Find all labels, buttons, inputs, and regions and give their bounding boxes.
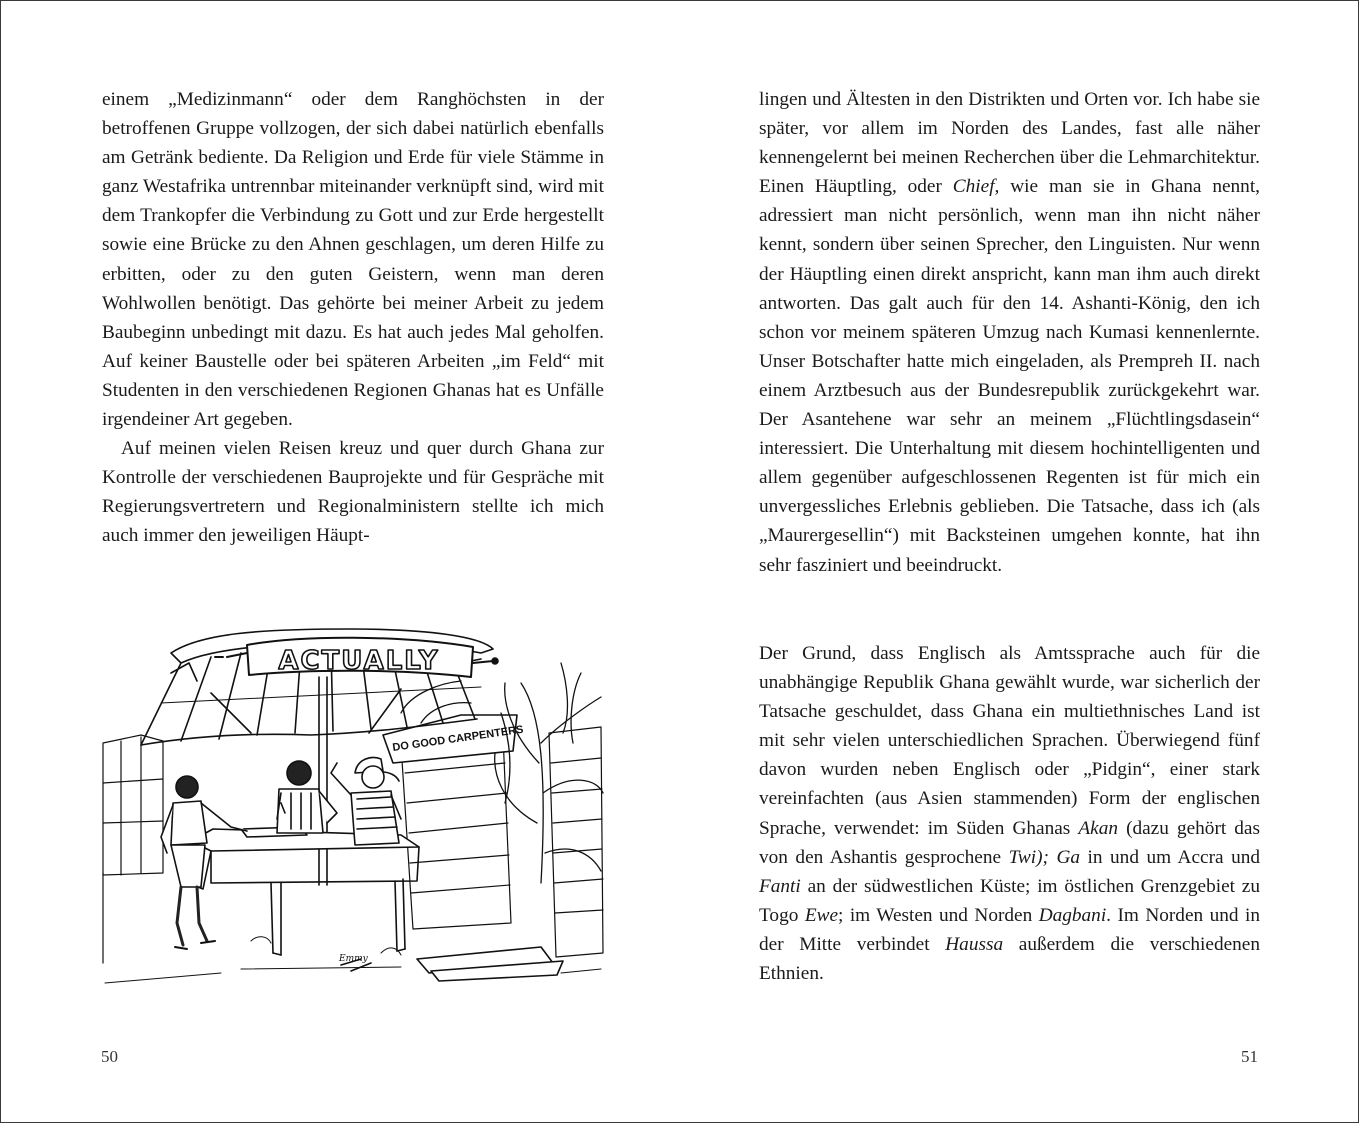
board-text: DO GOOD CARPENTERS xyxy=(391,723,525,754)
carpenters-board xyxy=(365,715,524,781)
carpenter-right xyxy=(331,758,401,845)
paragraph: einem „Medizinmann“ oder dem Ranghöchsten in der betroffenen Gruppe vollzogen, der sich dabei natürlich ebenfalls am Getränk bediente. Da Religion und Erde für viele Stämme in ganz Westafrika untrennbar miteinander verknüpft sind, wird mit dem Trankopfer die Verbindung zu Gott und zur Erde hergestellt sowie eine Brücke zu den Ahnen geschlagen, um deren Hilfe zu erbitten, oder zu den guten Geistern, wenn man deren Wohlwollen benötigt. Das gehörte bei meiner Arbeit zu jedem Baubeginn unbedingt mit dazu. Es hat auch jedes Mal geholfen. Auf keiner Baustelle oder bei späteren Arbeiten „im Feld“ mit Studenten in den verschiedenen Regionen Ghanas hat es Unfälle irgendeiner Art gegeben. xyxy=(102,89,604,431)
italic-term: Ga xyxy=(1056,846,1081,868)
text-run: in und um Accra und xyxy=(1080,846,1260,868)
paragraph: Auf meinen vielen Reisen kreuz und quer durch Ghana zur Kontrolle der verschiedenen Bauprojekte und für Gespräche mit Regierungsvertretern und Regionalministern stellte ich mich auch immer den jeweiligen Häupt- xyxy=(102,438,604,547)
left-page xyxy=(1,1,680,1122)
paragraph xyxy=(759,639,1260,988)
text-run: ; im Westen und Norden xyxy=(838,904,1039,926)
sign-text: ACTUALLY xyxy=(278,646,440,676)
text-run: Der Grund, dass Englisch als Amtssprache auch für die unabhängige Republik Ghana gewählt wurde, war sicherlich der Tatsache geschuldet, dass Ghana ein multiethnisches Land ist mit sehr vielen unterschiedlichen Sprachen. Überwiegend fünf davon wurden neben Englisch oder „Pidgin“, einer stark vereinfachten (aus Asien stammenden) Form der englischen Sprache, verwendet: im Süden Ghanas xyxy=(759,643,1260,839)
italic-term: Haussa xyxy=(945,933,1004,955)
italic-term: Ewe xyxy=(804,904,839,926)
left-page-body xyxy=(102,85,604,551)
carpenters-workshop-illustration xyxy=(101,623,605,1001)
actually-sign xyxy=(215,638,498,677)
italic-term: Akan xyxy=(1078,817,1118,839)
paragraph xyxy=(759,85,1260,580)
workbench xyxy=(191,827,419,955)
artist-signature: Emmy xyxy=(339,954,368,964)
page-number: 50 xyxy=(101,1047,118,1066)
text-run: an der südwestlichen Küste; im östlichen Grenzgebiet zu Togo xyxy=(759,875,1260,926)
italic-term: Dagbani xyxy=(1038,904,1107,926)
carpenter-middle xyxy=(277,761,337,833)
text-run: lingen und Ältesten in den Distrikten und Orten vor. Ich habe sie später, vor allem im Norden des Landes, fast alle näher kennengelernt bei meinen Recherchen über die Lehmarchitektur. Einen Häuptling, oder xyxy=(759,89,1260,198)
italic-term: Chief, xyxy=(952,176,1000,198)
right-page-body-upper xyxy=(759,85,1260,580)
text-run: außerdem die verschiedenen Ethnien. xyxy=(759,933,1260,985)
text-run: wie man sie in Ghana nennt, adressiert man nicht persönlich, wenn man ihn nicht näher kennt, sondern über seinen Sprecher, den Linguisten. Nur wenn der Häuptling einen direkt anspricht, kann man ihm auch direkt antworten. Das galt auch für den 14. Ashanti-König, den ich schon vor meinem späteren Umzug nach Kumasi kennenlernte. Unser Botschafter hatte mich eingeladen, als Prempreh II. nach einem Arztbesuch aus der Bundesrepublik zurückgekehrt war. Der Asantehene war sehr an meinem „Flüchtlingsdasein“ interessiert. Die Unterhaltung mit diesem hochintelligenten und allem gegenüber aufgeschlossenen Regenten ist für mich ein unvergessliches Erlebnis geblieben. Die Tatsache, dass ich (als „Maurergesellin“) mit Backsteinen umgehen konnte, hat ihn sehr fasziniert und beeindruckt. xyxy=(759,176,1260,576)
text-run: . Im Norden und in der Mitte verbindet xyxy=(759,904,1260,955)
carpenter-left xyxy=(161,776,247,949)
italic-term: Fanti xyxy=(759,875,801,897)
text-run: (dazu gehört das von den Ashantis gesprochene xyxy=(759,817,1260,868)
right-page xyxy=(680,1,1358,1122)
banana-plants xyxy=(401,663,603,883)
right-page-body-lower xyxy=(759,639,1260,988)
planks xyxy=(341,947,563,981)
page-number: 51 xyxy=(1241,1047,1258,1066)
italic-term: Twi); xyxy=(1008,846,1049,868)
